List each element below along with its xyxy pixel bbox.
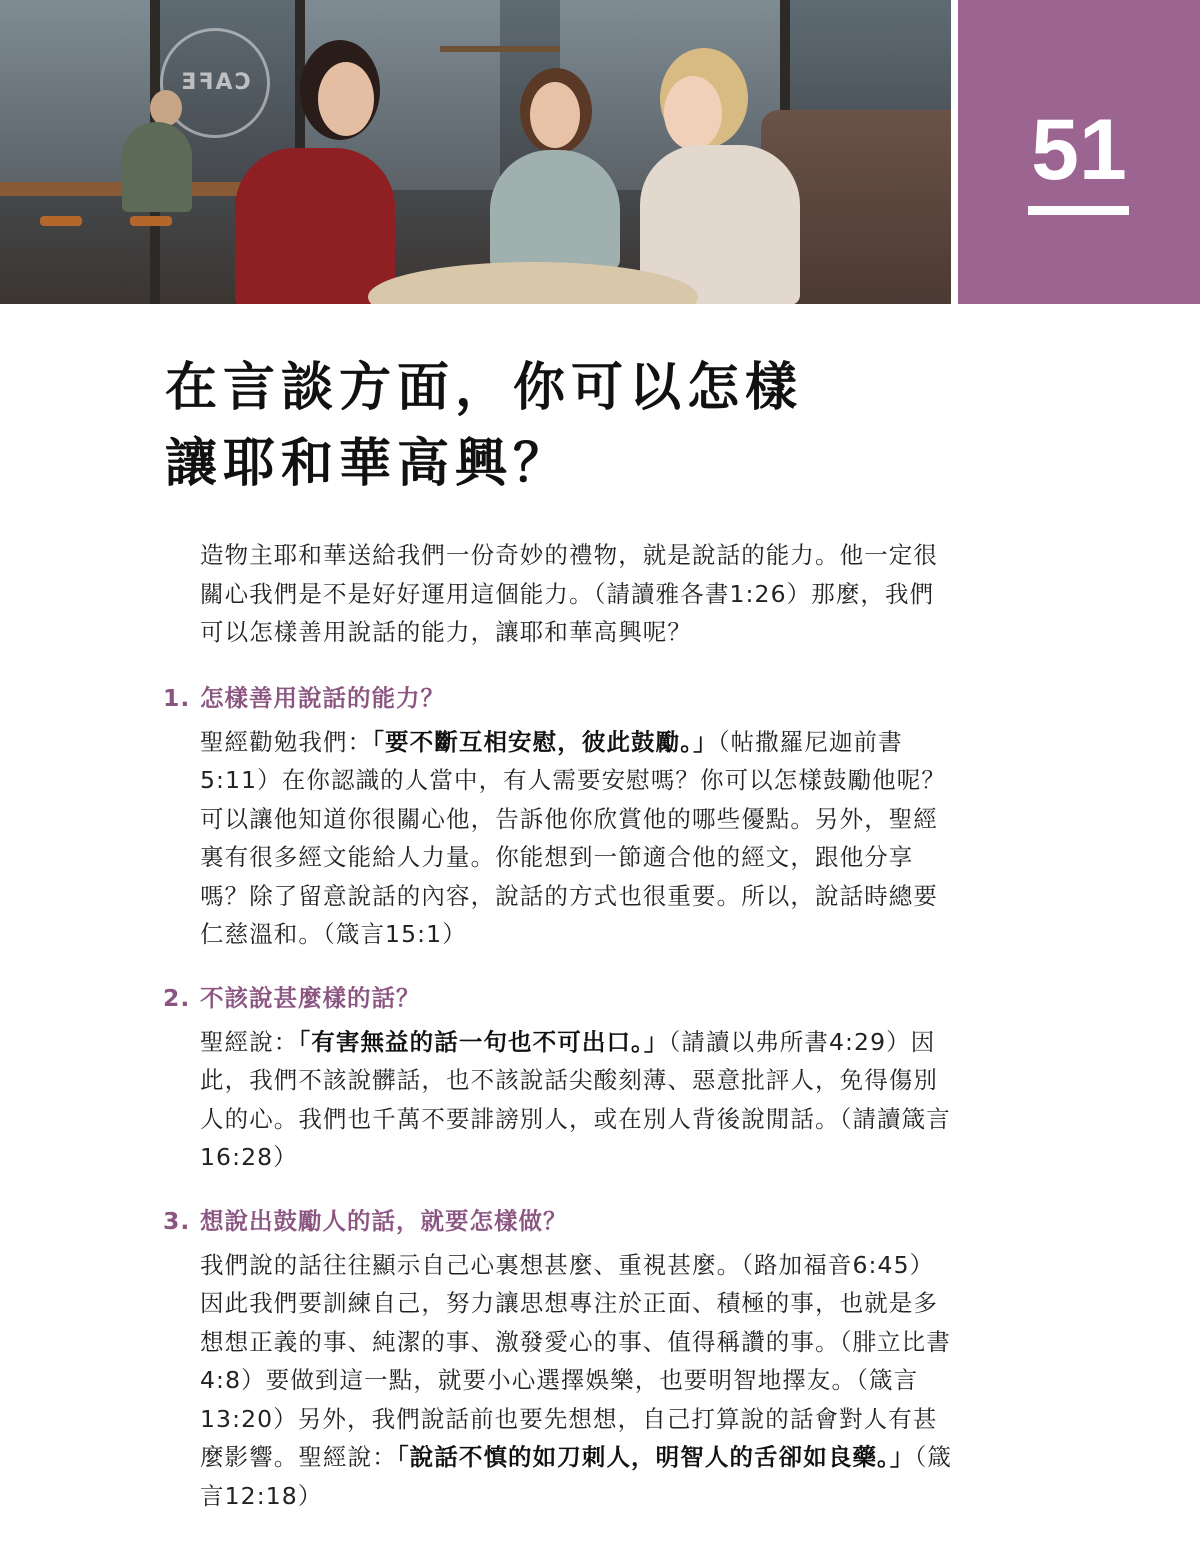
bar-stool [130,216,172,226]
answer-paragraph [200,1246,955,1516]
cafe-sign: CAFE [160,28,270,138]
question-text: 怎樣善用說話的能力？ [200,683,445,712]
answer-body: （請讀以弗所書4:29）因此，我們不該說髒話，也不該說話尖酸刻薄、惡意批評人，免得傷別人的心。我們也千萬不要誹謗別人，或在別人背後說閒話。（請讀箴言16:28） [200,1027,951,1171]
question-number: 3. [163,1206,191,1235]
question-section-1 [163,681,955,954]
answer-paragraph [200,1023,955,1177]
scripture-quote: 「說話不慎的如刀刺人，明智人的舌卻如良藥。」 [396,1443,915,1471]
question-heading [163,981,955,1015]
question-section-2 [163,981,955,1177]
bar-stool [40,216,82,226]
lesson-number: 51 [1031,102,1127,198]
lesson-content [163,536,955,1542]
answer-lead: 聖經勸勉我們： [200,727,373,756]
question-text: 想說出鼓勵人的話，就要怎樣做？ [200,1206,568,1235]
scripture-quote: 「要不斷互相安慰，彼此鼓勵。」 [372,727,718,756]
question-heading [163,681,955,715]
title-line-2: 讓耶和華高興？ [165,434,572,494]
question-number: 2. [163,983,191,1012]
question-heading [163,1204,955,1238]
question-number: 1. [163,683,191,712]
lesson-number-underline [1028,206,1129,215]
page-title [165,350,925,502]
intro-paragraph: 造物主耶和華送給我們一份奇妙的禮物，就是說話的能力。他一定很關心我們是不是好好運用這個能力。（請讀雅各書1:26）那麼，我們可以怎樣善用說話的能力，讓耶和華高興呢？ [200,541,938,646]
answer-lead: 聖經說： [200,1027,299,1056]
scripture-quote: 「有害無益的話一句也不可出口。」 [298,1027,669,1056]
answer-paragraph [200,723,955,954]
question-text: 不該說甚麼樣的話？ [200,983,421,1012]
lesson-number-panel [958,0,1200,304]
title-line-1: 在言談方面，你可以怎樣 [165,358,804,418]
wall-shelf [440,46,560,52]
header-photo [0,0,951,304]
answer-lead: 我們說的話往往顯示自己心裏想甚麼、重視甚麼。（路加福音6:45）因此我們要訓練自己，努力讓思想專注於正面、積極的事，也就是多想想正義的事、純潔的事、激發愛心的事、值得稱讚的事。（腓立比書4:8）要做到這一點，就要小心選擇娛樂，也要明智地擇友。（箴言13:20）另外，我們說話前也要先想想，自己打算說的話會對人有甚麼影響。聖經說： [200,1250,951,1471]
answer-body: （帖撒羅尼迦前書5:11）在你認識的人當中，有人需要安慰嗎？你可以怎樣鼓勵他呢？可以讓他知道你很關心他，告訴他你欣賞他的哪些優點。另外，聖經裏有很多經文能給人力量。你能想到一節適合他的經文，跟他分享嗎？除了留意說話的內容，說話的方式也很重要。所以，說話時總要仁慈溫和。（箴言15:1） [200,727,946,948]
question-section-3 [163,1204,955,1516]
answer-body: （箴言12:18） [200,1443,952,1510]
